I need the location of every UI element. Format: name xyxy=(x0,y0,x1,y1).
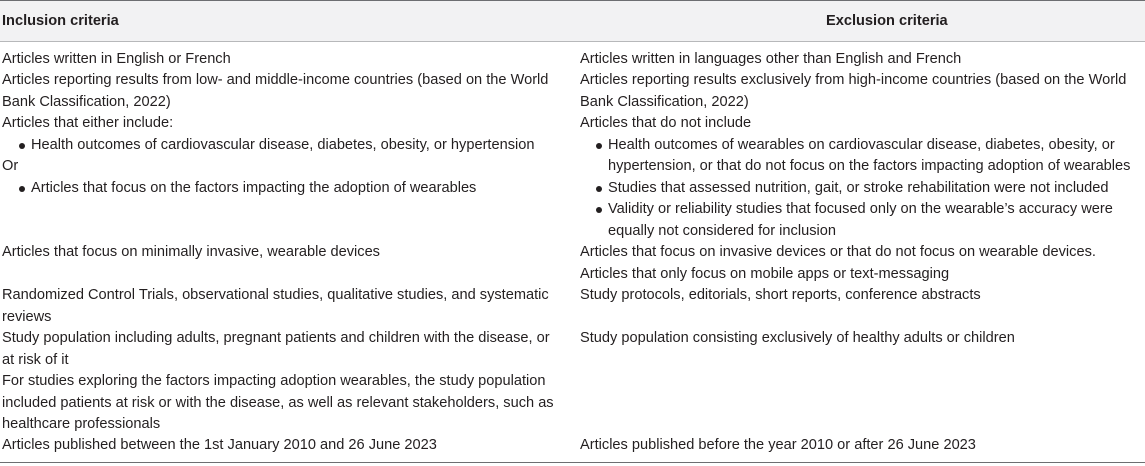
cell-text: reviews xyxy=(2,308,52,325)
cell-text: Bank Classification, 2022) xyxy=(580,93,749,110)
cell-text: Articles written in English or French xyxy=(2,51,231,67)
inclusion-cell xyxy=(2,70,572,113)
cell-text: Study population consisting exclusively of healthy adults or children xyxy=(580,330,1015,346)
bullet-continuation: equally not considered for inclusion xyxy=(608,222,836,239)
inclusion-cell xyxy=(2,242,572,264)
header-exclusion: Exclusion criteria xyxy=(826,13,948,29)
bullet-continuation: hypertension, or that do not focus on the factors impacting adoption of wearables xyxy=(608,158,1131,174)
cell-text: Articles that either include: xyxy=(2,115,174,131)
exclusion-cell xyxy=(580,328,1145,350)
cell-text: Articles that focus on minimally invasive, wearable devices xyxy=(2,244,380,260)
cell-text: Articles published between the 1st January 2010 and 26 June 2023 xyxy=(2,437,437,453)
cell-text: Articles reporting results from low- and middle-income countries (based on the World xyxy=(2,72,549,88)
cell-text: For studies exploring the factors impacting adoption wearables, the study population xyxy=(2,373,546,389)
cell-text: Articles that do not include xyxy=(580,115,752,131)
table-bottom-rule xyxy=(0,462,1145,463)
bullet-item: Studies that assessed nutrition, gait, or stroke rehabilitation were not included xyxy=(580,178,1145,200)
cell-text: Articles written in languages other than English and French xyxy=(580,51,962,67)
cell-text: Or xyxy=(2,158,19,174)
inclusion-cell xyxy=(2,435,572,457)
exclusion-cell xyxy=(580,49,1145,71)
bullet-item: Articles that focus on the factors impacting the adoption of wearables xyxy=(2,178,572,200)
inclusion-cell xyxy=(2,49,572,71)
cell-text: Study population including adults, pregnant patients and children with the disease, or xyxy=(2,330,550,346)
inclusion-cell xyxy=(2,113,572,199)
bullet-item: Health outcomes of wearables on cardiovascular disease, diabetes, obesity, or xyxy=(580,135,1145,157)
exclusion-cell xyxy=(580,285,1145,307)
table-header xyxy=(0,0,1145,42)
cell-text: Study protocols, editorials, short reports, conference abstracts xyxy=(580,287,981,303)
cell-text: at risk of it xyxy=(2,351,69,368)
bullet-item: Validity or reliability studies that focused only on the wearable’s accuracy were xyxy=(580,199,1145,221)
exclusion-cell xyxy=(580,242,1145,285)
cell-text: Articles published before the year 2010 or after 26 June 2023 xyxy=(580,437,976,453)
header-inclusion: Inclusion criteria xyxy=(2,13,119,29)
exclusion-cell xyxy=(580,70,1145,113)
cell-text: Randomized Control Trials, observational studies, qualitative studies, and systematic xyxy=(2,287,549,303)
inclusion-cell xyxy=(2,328,572,436)
cell-text: Articles that focus on invasive devices or that do not focus on wearable devices. xyxy=(580,244,1096,260)
cell-text: included patients at risk or with the disease, as well as relevant stakeholders, such as xyxy=(2,394,554,411)
exclusion-cell xyxy=(580,435,1145,457)
bullet-item: Health outcomes of cardiovascular disease, diabetes, obesity, or hypertension xyxy=(2,135,572,157)
cell-text: Bank Classification, 2022) xyxy=(2,93,171,110)
cell-text: healthcare professionals xyxy=(2,416,161,432)
cell-text: Articles that only focus on mobile apps or text-messaging xyxy=(580,265,950,282)
inclusion-cell xyxy=(2,285,572,328)
cell-text: Articles reporting results exclusively from high-income countries (based on the World xyxy=(580,72,1127,88)
exclusion-cell xyxy=(580,113,1145,242)
